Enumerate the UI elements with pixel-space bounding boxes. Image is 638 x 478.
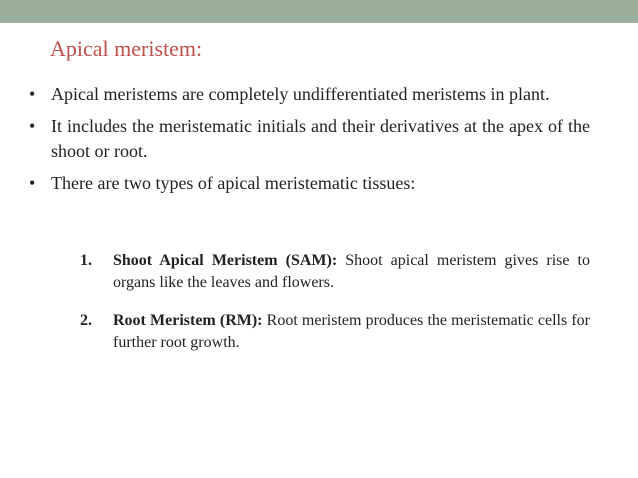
slide-title: Apical meristem: xyxy=(50,36,203,61)
bullet-item xyxy=(28,82,590,107)
bullet-text: Apical meristems are completely undifferentiated meristems in plant. xyxy=(51,84,550,104)
list-number: 2. xyxy=(80,312,92,329)
slide-top-bar xyxy=(0,0,638,23)
bullet-marker: • xyxy=(29,116,36,136)
bullet-marker: • xyxy=(29,84,36,104)
bullet-list xyxy=(28,82,590,203)
meristem-type-text xyxy=(113,310,590,354)
bullet-text: There are two types of apical meristematic tissues: xyxy=(51,173,416,193)
meristem-type-item xyxy=(80,310,590,354)
bullet-marker: • xyxy=(29,173,36,193)
bullet-item xyxy=(28,171,590,196)
bullet-text: It includes the meristematic initials and their derivatives at the apex of the shoot or root. xyxy=(51,116,590,161)
meristem-term: Shoot Apical Meristem (SAM): xyxy=(113,252,338,269)
meristem-type-item xyxy=(80,250,590,294)
meristem-types-list xyxy=(80,250,590,370)
meristem-term: Root Meristem (RM): xyxy=(113,312,263,329)
bullet-item xyxy=(28,114,590,164)
meristem-type-text xyxy=(113,250,590,294)
list-number: 1. xyxy=(80,252,92,269)
meristem-description: Shoot apical meristem gives rise to organs like the leaves and flowers. xyxy=(113,252,590,291)
meristem-description: Root meristem produces the meristematic cells for further root growth. xyxy=(113,312,590,351)
